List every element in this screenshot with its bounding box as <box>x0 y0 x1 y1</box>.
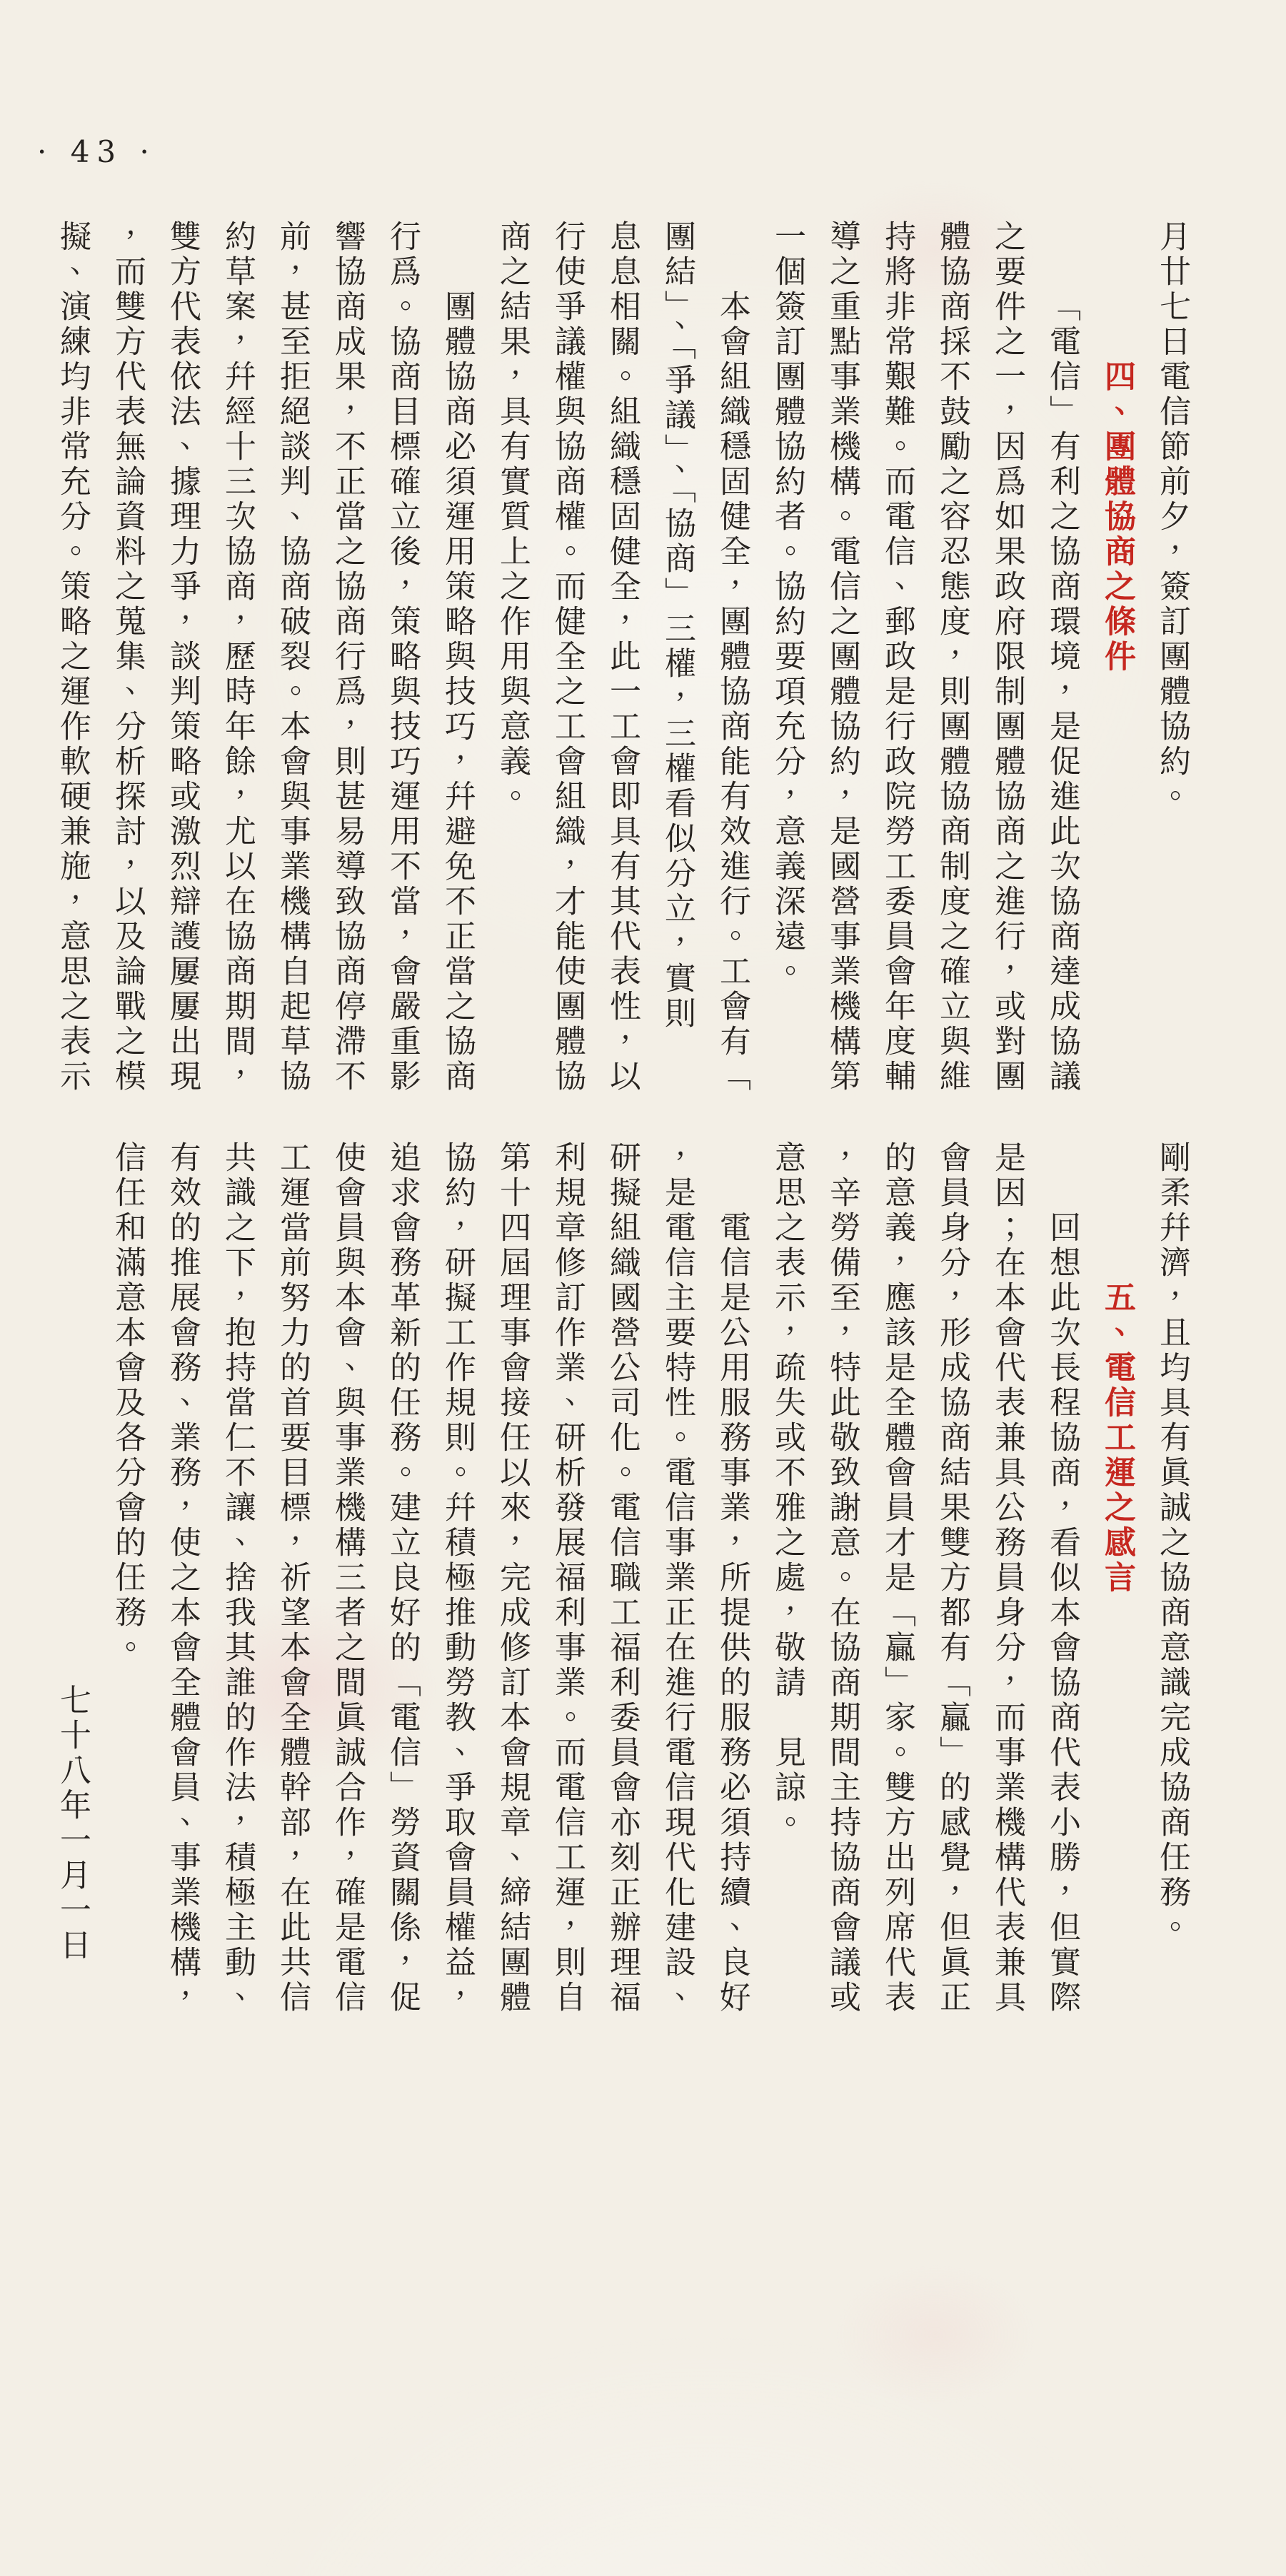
text-column: 利規章修訂作業、研析發展福利事業。而電信工運，則自 <box>549 1141 586 2016</box>
text-column: 共識之下，抱持當仁不讓、捨我其誰的作法，積極主動、 <box>219 1141 256 2016</box>
text-column: 電信是公用服務事業，所提供的服務必須持續、良好 <box>714 1211 750 2016</box>
text-column: 研擬組織國營公司化。電信職工福利委員會亦刻正辦理福 <box>604 1141 641 2016</box>
section-heading: 四、團體協商之條件 <box>1099 360 1135 675</box>
text-column: 體協商採不鼓勵之容忍態度，則團體協商制度之確立與維 <box>934 220 970 1095</box>
text-column: 擬、演練均非常充分。策略之運作軟硬兼施，意思之表示 <box>54 220 91 1095</box>
text-column: 約草案，幷經十三次協商，歷時年餘，尤以在協商期間， <box>219 220 256 1095</box>
text-column: 工運當前努力的首要目標，祈望本會全體幹部，在此共信 <box>274 1141 311 2016</box>
text-column: 月廿七日電信節前夕，簽訂團體協約。 <box>1154 220 1190 815</box>
text-column: 前，甚至拒絕談判、協商破裂。本會與事業機構自起草協 <box>274 220 311 1095</box>
text-column: 響協商成果，不正當之協商行爲，則甚易導致協商停滯不 <box>329 220 366 1095</box>
text-column: ，而雙方代表無論資料之蒐集、分析探討，以及論戰之模 <box>109 220 146 1095</box>
text-column: 本會組織穩固健全，團體協商能有效進行。工會有「 <box>714 290 750 1095</box>
text-column: 息息相關。組織穩固健全，此一工會即具有其代表性，以 <box>604 220 641 1095</box>
text-column: 之要件之一，因爲如果政府限制團體協商之進行，或對團 <box>989 220 1025 1095</box>
text-column: 商之結果，具有實質上之作用與意義。 <box>494 220 531 815</box>
text-column: 追求會務革新的任務。建立良好的「電信」勞資關係，促 <box>384 1141 421 2016</box>
page-number: · 43 · <box>37 134 156 169</box>
text-column: 意思之表示，疏失或不雅之處，敬請 見諒。 <box>769 1141 805 1841</box>
text-column: 雙方代表依法、據理力爭，談判策略或激烈辯護屢屢出現 <box>164 220 201 1095</box>
text-column: 團結」、「爭議」、「協商」三權，三權看似分立，實則 <box>659 220 695 1032</box>
text-column: 導之重點事業機構。電信之團體協約，是國營事業機構第 <box>824 220 860 1095</box>
text-column: 團體協商必須運用策略與技巧，幷避免不正當之協商 <box>439 290 476 1095</box>
bottom-text-block <box>45 1141 1200 2033</box>
section-heading: 五、電信工運之感言 <box>1099 1281 1135 1596</box>
text-column: 持將非常艱難。而電信、郵政是行政院勞工委員會年度輔 <box>879 220 915 1095</box>
text-column: ，辛勞備至，特此敬致謝意。在協商期間主持協商會議或 <box>824 1141 860 2016</box>
text-column: 使會員與本會、與事業機構三者之間眞誠合作，確是電信 <box>329 1141 366 2016</box>
text-column: 「電信」有利之協商環境，是促進此次協商達成協議 <box>1044 290 1080 1095</box>
text-column: 第十四屆理事會接任以來，完成修訂本會規章、締結團體 <box>494 1141 531 2016</box>
text-column: 有效的推展會務、業務，使之本會全體會員、事業機構， <box>164 1141 201 2016</box>
text-column: 七十八年一月一日 <box>54 1683 91 1963</box>
top-text-block <box>45 220 1200 1105</box>
text-column: 會員身分，形成協商結果雙方都有「贏」的感覺，但眞正 <box>934 1141 970 2016</box>
text-column: ，是電信主要特性。電信事業正在進行電信現代化建設、 <box>659 1141 695 2016</box>
text-column: 是因；在本會代表兼具公務員身分，而事業機構代表兼具 <box>989 1141 1025 2016</box>
text-column: 一個簽訂團體協約者。協約要項充分，意義深遠。 <box>769 220 805 990</box>
text-column: 行使爭議權與協商權。而健全之工會組織，才能使團體協 <box>549 220 586 1095</box>
text-column: 剛柔幷濟，且均具有眞誠之協商意識完成協商任務。 <box>1154 1141 1190 1946</box>
text-column: 的意義，應該是全體會員才是「贏」家。雙方出列席代表 <box>879 1141 915 2016</box>
text-column: 回想此次長程協商，看似本會協商代表小勝，但實際 <box>1044 1211 1080 2016</box>
text-column: 信任和滿意本會及各分會的任務。 <box>109 1141 146 1666</box>
text-column: 行爲。協商目標確立後，策略與技巧運用不當，會嚴重影 <box>384 220 421 1095</box>
text-column: 協約，研擬工作規則。幷積極推動勞教、爭取會員權益， <box>439 1141 476 2016</box>
